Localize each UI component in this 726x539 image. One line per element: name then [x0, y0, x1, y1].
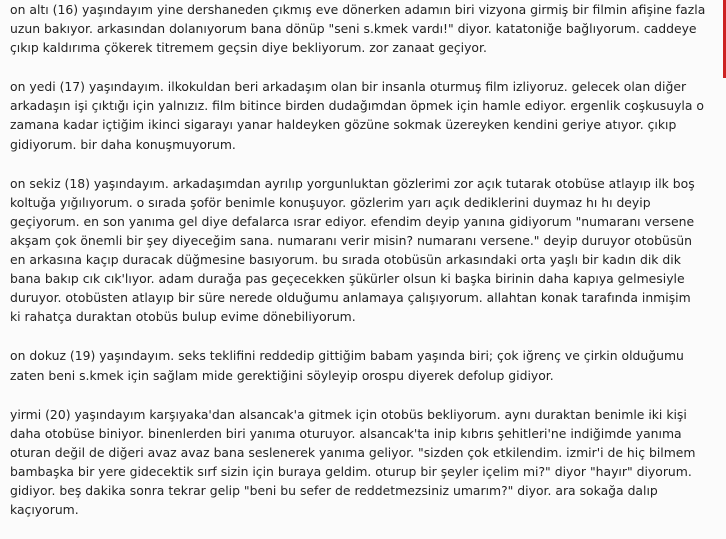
entry-line: on sekiz (18) yaşındayım. arkadaşımdan ayrılıp yorgunluktan gözlerimi zor açık tutarak otobüse atlayıp ilk boş — [10, 175, 695, 191]
entry-16 — [10, 0, 710, 57]
entry-line: koltuğa yığılıyorum. o sırada şoför benimle konuşuyor. gözlerim yarı açık dediklerini duymaz hı hı deyip — [10, 194, 651, 210]
entry-17 — [10, 77, 710, 153]
entry-line: ki rahatça duraktan otobüs bulup evime dönebiliyorum. — [10, 309, 356, 325]
entry-line: kaçıyorum. — [10, 502, 79, 518]
entry-line: gidiyor. beş dakika sonra tekrar gelip "beni bu sefer de reddetmezsiniz umarım?" diyor. ara sokağa dalıp — [10, 482, 658, 498]
entry-19 — [10, 346, 710, 384]
entry-20 — [10, 405, 710, 520]
entry-line: on altı (16) yaşındayım yine dershaneden çıkmış eve dönerken adamın biri vizyona girmiş bir filmin afişine fazla — [10, 2, 706, 17]
entry-line: bambaşka bir yere gidecektik sırf sizin için buraya geldim. oturup bir şeyler içelim mi?" diyor "hayır" diyorum. — [10, 463, 692, 479]
entry-line: çıkıp kaldırıma çökerek titremem geçsin diye bekliyorum. zor zanaat geçiyor. — [10, 40, 487, 56]
entry-line: uzun bakıyor. arkasından dolanıyorum bana dönüp "seni s.kmek vardı!" diyor. katatoniğe bağlıyorum. caddeye — [10, 21, 697, 37]
entry-line: oturan değil de diğeri avaz avaz bana seslenerek yanıma geliyor. "sizden çok etkilendim. izmir'i de hiç bilmem — [10, 444, 696, 460]
entry-line: akşam çok önemli bir şey diyeceğim sana. numaranı verir misin? numaranı versene." deyip duruyor otobüsün — [10, 232, 693, 248]
entry-line: geçiyorum. en son yanıma gel diye defalarca ısrar ediyor. efendim deyip yanına gidiyorum "numaranı versene — [10, 213, 695, 229]
entry-line: duruyor. otobüsten atlayıp bir süre nerede olduğumu anlamaya çalışıyorum. allahtan konak tarafında inmişim — [10, 290, 691, 306]
entry-line: on yedi (17) yaşındayım. ilkokuldan beri arkadaşım olan bir insanla oturmuş film izliyoruz. gelecek olan diğer — [10, 79, 687, 95]
entry-line: bana bakıp cık cık'lıyor. adam durağa pas geçecekken şükürler olsun ki başka birinin daha kapıya gelmesiyle — [10, 271, 685, 287]
entry-line: en arkasına kaçıp duracak düğmesine basıyorum. bu sırada otobüsün arkasındaki orta yaşlı bir kadın dik dik — [10, 252, 681, 268]
entry-line: yirmi (20) yaşındayım karşıyaka'dan alsancak'a gitmek için otobüs bekliyorum. aynı duraktan benimle iki kişi — [10, 406, 687, 422]
entry-line: arkadaşın işi çıktığı için yalnızız. film bitince birden dudağımdan öpmek için hamle ediyor. ergenlik coşkusuyla o — [10, 98, 704, 114]
entry-line: zamana kadar içtiğim ikinci sigarayı yanar haldeyken gözüne sokmak üzereyken kendini geriye atıyor. çıkıp — [10, 117, 677, 133]
entry-line: daha otobüse biniyor. binenlerden biri yanıma oturuyor. alsancak'ta inip kıbrıs şehitleri'ne indiğimde yanıma — [10, 425, 682, 441]
entry-line: on dokuz (19) yaşındayım. seks teklifini reddedip gittiğim babam yaşında biri; çok iğrenç ve çirkin olduğumu — [10, 348, 684, 364]
entry-list — [10, 0, 710, 539]
entry-line: zaten beni s.kmek için sağlam mide gerektiğini söyleyip orospu diyerek defolup gidiyor. — [10, 367, 554, 383]
entry-line: gidiyorum. bir daha konuşmuyorum. — [10, 136, 236, 152]
entry-18 — [10, 174, 710, 327]
